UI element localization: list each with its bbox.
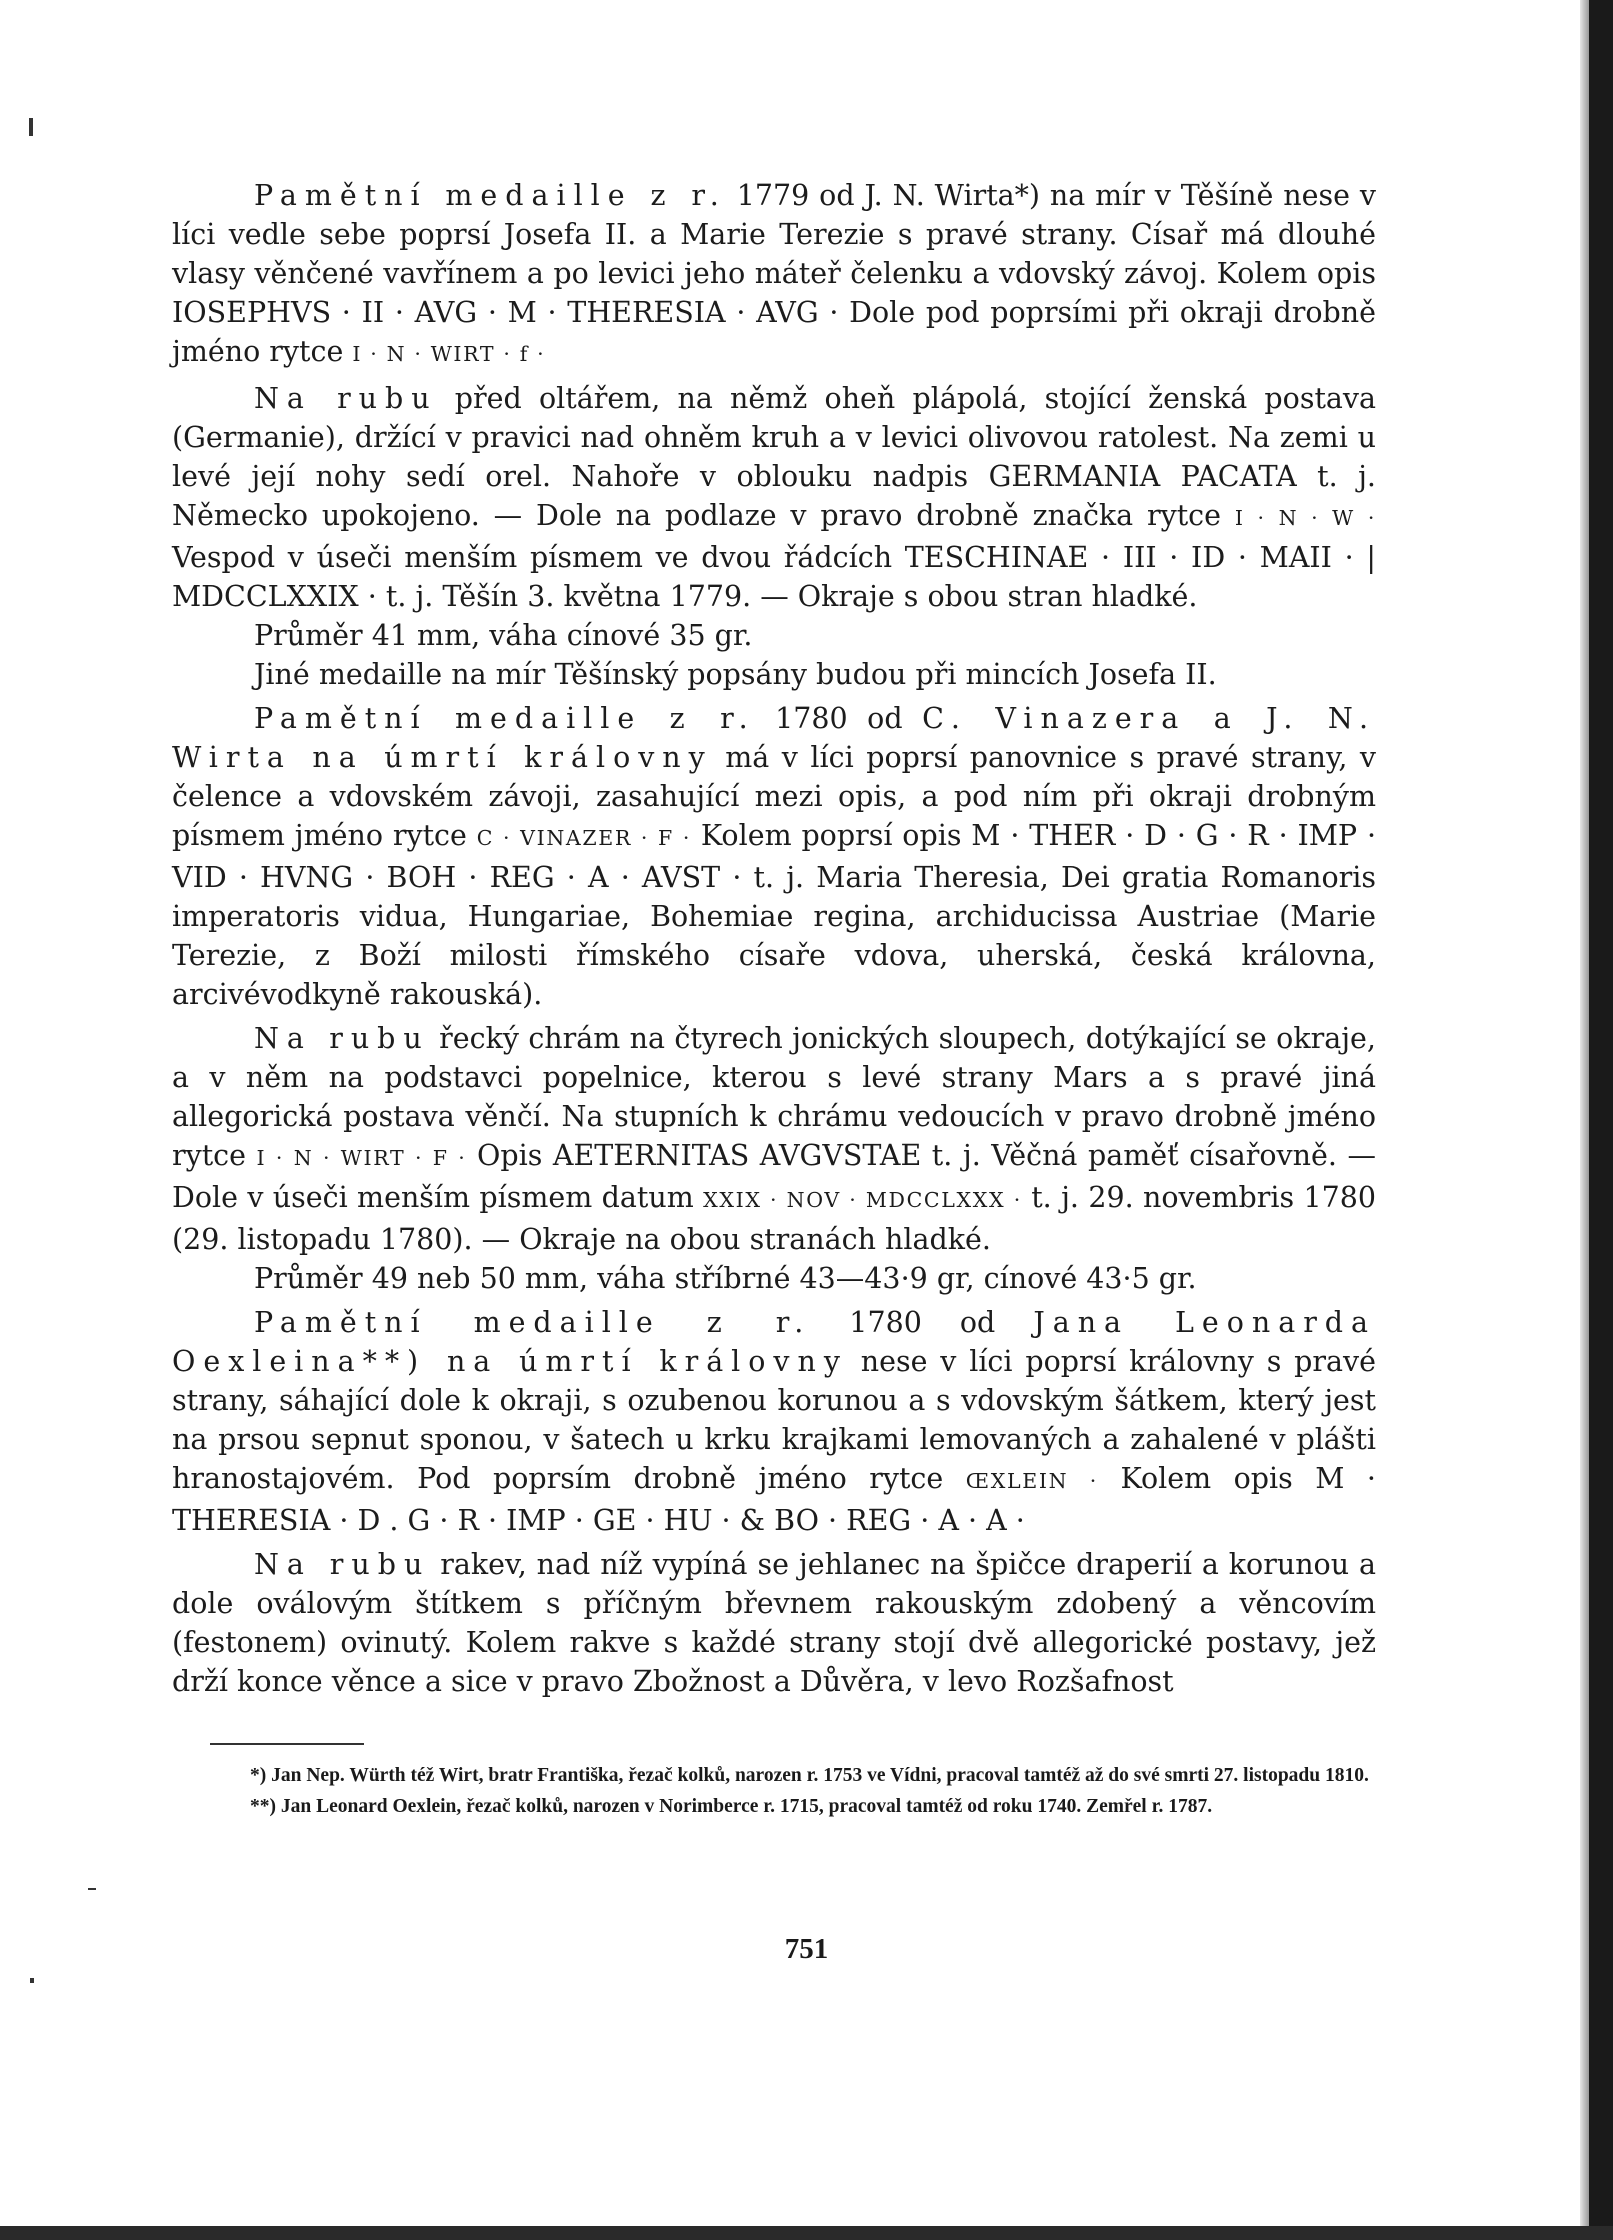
body-text — [172, 176, 1376, 1706]
paragraph: Jiné medaille na mír Těšínský popsány budou při mincích Josefa II. — [254, 658, 1217, 691]
paragraph: Na rubu řecký chrám na čtyrech jonických sloupech, dotýkající se okraje, a v něm na podstavci popelnice, kterou s levé strany Mars a s pravé jiná allegorická postava věnčí. Na stupních k chrámu vedoucích v pravo drobně jméno rytce I · N · WIRT · F · Opis AETERNITAS AVGVSTAE t. j. Věčná paměť císařovně. — Dole v úseči menším písmem datum XXIX · NOV · MDCCLXXX · t. j. 29. novembris 1780 (29. listopadu 1780). — Okraje na obou stranách hladké. — [172, 1022, 1376, 1256]
scan-mark-top — [29, 118, 33, 136]
paragraph: Průměr 41 mm, váha cínové 35 gr. — [254, 619, 753, 652]
engraver-signature: ŒXLEIN · — [965, 1469, 1098, 1493]
paragraph-lead: Na rubu — [254, 382, 438, 415]
paragraph-lead: Pamětní medaille z r. — [254, 179, 727, 212]
engraver-signature: C · VINAZER · F · — [476, 826, 692, 850]
page-edge-shadow — [1580, 0, 1589, 2226]
page-number: 751 — [784, 1933, 829, 1965]
date-inscription: XXIX · NOV · MDCCLXXX · — [703, 1188, 1022, 1212]
engraver-signature: I · N · W · — [1234, 506, 1376, 530]
paragraph-lead-names: C. Vinazera a J. N. Wirta na úmrtí královny — [172, 702, 1376, 774]
paragraph: Průměr 49 neb 50 mm, váha stříbrné 43—43·9 gr, cínové 43·5 gr. — [254, 1262, 1197, 1295]
scan-bottom-strip — [0, 2226, 1613, 2240]
paragraph: Pamětní medaille z r. 1780 od Jana Leonarda Oexleina**) na úmrtí královny nese v líci poprsí královny s pravé strany, sáhající dole k okraji, s ozubenou korunou a s vdovským šátkem, který jest na prsou sepnut sponou, v šatech u krku krajkami lemovaných a zahalené v plášti hranostajovém. Pod poprsím drobně jméno rytce ŒXLEIN · Kolem opis M · THERESIA · D . G · R · IMP · GE · HU · & BO · REG · A · A · — [172, 1306, 1376, 1537]
paragraph-lead: Pamětní medaille z r. — [254, 702, 756, 735]
paragraph: Na rubu před oltářem, na němž oheň plápolá, stojící ženská postava (Germanie), držící v pravici nad ohněm kruh a v levici olivovou ratolest. Na zemi u levé její nohy sedí orel. Nahoře v oblouku nadpis GERMANIA PACATA t. j. Německo upokojeno. — Dole na podlaze v pravo drobně značka rytce I · N · W · Vespod v úseči menším písmem ve dvou řádcích TESCHINAE · III · ID · MAII · | MDCCLXXIX · t. j. Těšín 3. května 1779. — Okraje s obou stran hladké. — [172, 382, 1376, 613]
footnote: **) Jan Leonard Oexlein, řezač kolků, narozen v Norimberce r. 1715, pracoval tamtéž od roku 1740. Zemřel r. 1787. — [250, 1796, 1213, 1817]
scan-mark-mid — [88, 1888, 96, 1890]
engraver-signature: I · N · WIRT · f · — [352, 342, 546, 366]
footnote-divider — [210, 1743, 364, 1745]
paragraph-lead: Pamětní medaille z r. — [254, 1306, 812, 1339]
paragraph-lead: Na rubu — [254, 1548, 431, 1581]
engraver-signature: I · N · WIRT · F · — [256, 1146, 467, 1170]
paragraph: Pamětní medaille z r. 1780 od C. Vinazera a J. N. Wirta na úmrtí královny má v líci poprsí panovnice s pravé strany, v čelence a vdovském závoji, zasahující mezi opis, a pod ním při okraji drobným písmem jméno rytce C · VINAZER · F · Kolem poprsí opis M · THER · D · G · R · IMP · VID · HVNG · BOH · REG · A · AVST · t. j. Maria Theresia, Dei gratia Romanoris imperatoris vidua, Hungariae, Bohemiae regina, archiducissa Austriae (Marie Terezie, z Boží milosti římského císaře vdova, uherská, česká královna, arcivévodkyně rakouská). — [172, 702, 1377, 1011]
footnotes — [172, 1762, 1376, 1824]
paragraph-lead: Na rubu — [254, 1022, 430, 1055]
paragraph: Pamětní medaille z r. 1779 od J. N. Wirta*) na mír v Těšíně nese v líci vedle sebe poprsí Josefa II. a Marie Terezie s pravé strany. Císař má dlouhé vlasy věnčené vavřínem a po levici jeho máteř čelenku a vdovský závoj. Kolem opis IOSEPHVS · II · AVG · M · THERESIA · AVG · Dole pod poprsími při okraji drobně jméno rytce I · N · WIRT · f · — [172, 179, 1376, 368]
footnote: *) Jan Nep. Würth též Wirt, bratr Františka, řezač kolků, narozen r. 1753 ve Vídni, pracoval tamtéž až do své smrti 27. listopadu 1810. — [250, 1765, 1369, 1786]
paragraph: Na rubu rakev, nad níž vypíná se jehlanec na špičce draperií a korunou a dole oválovým štítkem s příčným břevnem rakouským zdobený a věncovím (festonem) ovinutý. Kolem rakve s každé strany stojí dvě allegorické postavy, jež drží konce věnce a sice v pravo Zbožnost a Důvěra, v levo Rozšafnost — [172, 1548, 1376, 1698]
paragraph-lead-names: Jana Leonarda Oexleina**) na úmrtí královny — [172, 1306, 1376, 1378]
scan-mark-bottom — [30, 1978, 34, 1983]
